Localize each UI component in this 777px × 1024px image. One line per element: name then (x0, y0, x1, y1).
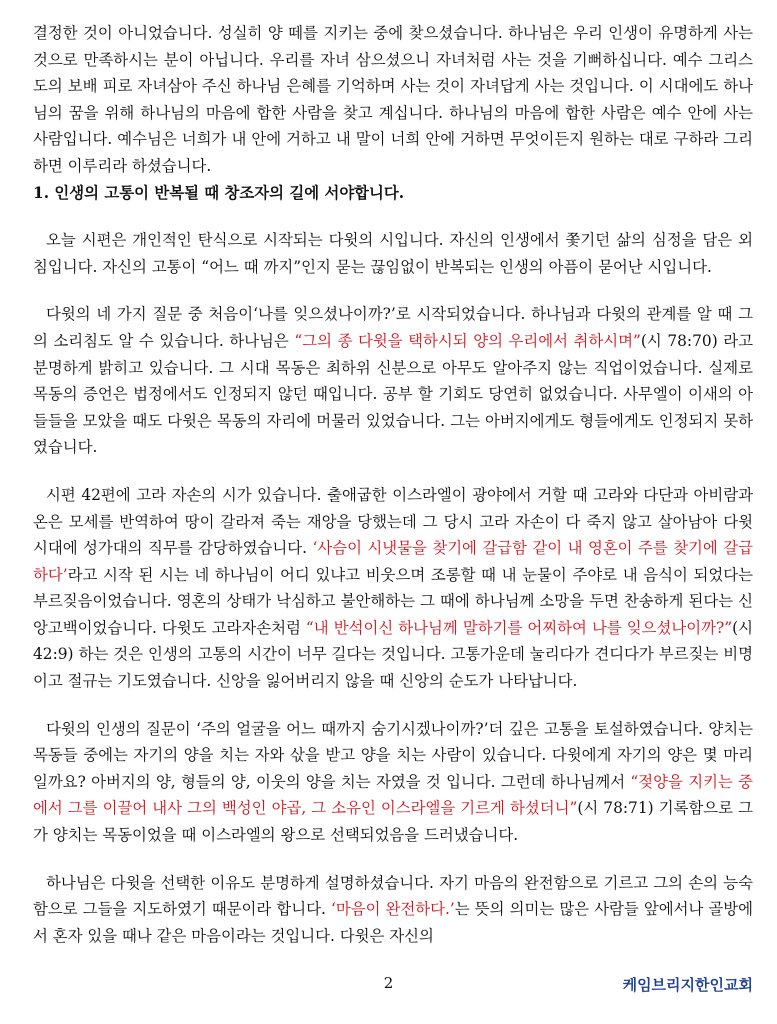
paragraph-2 (33, 301, 753, 461)
scripture-quote-ps78-71: “젖양을 지키는 중에서 그를 이끌어 내사 그의 백성인 야곱, 그 소유인 이스라엘을 기르게 하셨더니” (33, 772, 753, 818)
emphasis-quote: ‘마음이 완전하다.’ (330, 900, 455, 919)
paragraph-4 (33, 716, 753, 849)
paragraph-3-text-b: 라고 시작 된 시는 네 하나님이 어디 있냐고 비웃으며 조롱할 때 내 눈물이 주야로 내 음식이 되었다는 부르짖음이었습니다. 영혼의 상태가 낙심하고 불안해하는 그 때에 하나님께 소망을 두면 찬송하게 된다는 신앙고백이었습니다. 다윗도 고라자손처럼 (33, 565, 753, 637)
scripture-quote-ps42-1: ‘사슴이 시냇물을 찾기에 갈급함 같이 내 영혼이 주를 찾기에 갈급하다’ (33, 539, 753, 584)
paragraph-2-text-a: 다윗의 네 가지 질문 중 처음이‘나를 잊으셨나이까?’로 시작되었습니다. 하나님과 다윗의 관계를 알 때 그의 소리침도 알 수 있습니다. 하나님은 (33, 305, 753, 350)
paragraph-5 (33, 870, 753, 950)
paragraph-5-text-b: 는 뜻의 의미는 많은 사람들 앞에서나 골방에서 혼자 있을 때나 같은 마음이라는 것입니다. 다윗은 자신의 (33, 900, 754, 945)
paragraph-2-text-b: (시 78:70) 라고 분명하게 밝히고 있습니다. 그 시대 목동은 최하위 신분으로 아무도 알아주지 않는 직업이었습니다. 실제로 목동의 증언은 법정에서도 인정되지 않던 때입니다. 공부 할 기회도 당연히 없었습니다. 사무엘이 이새의 아들들을 모았을 때도 다윗은 목동의 자리에 머물러 있었습니다. 그는 아버지에게도 형들에게도 인정되지 못하였습니다. (33, 331, 754, 457)
paragraph-4-text-b: (시 78:71) 기록함으로 그가 양치는 목동이었을 때 이스라엘의 왕으로 선택되었음을 드러냈습니다. (33, 799, 753, 845)
scripture-quote-ps78-70: “그의 종 다윗을 택하시되 양의 우리에서 취하시며” (294, 331, 641, 350)
paragraph-3 (33, 482, 753, 695)
paragraph-4-text-a: 다윗의 인생의 질문이 ‘주의 얼굴을 어느 때까지 숨기시겠나이까?’더 깊은 고통을 토설하였습니다. 양치는 목동들 중에는 자기의 양을 치는 자와 삯을 받고 양을 치는 사람이 있습니다. 다윗에게 자기의 양은 몇 마리일까요? 아버지의 양, 형들의 양, 이웃의 양을 치는 자였을 것 입니다. 그런데 하나님께서 (33, 719, 753, 791)
paragraph-1: 오늘 시편은 개인적인 탄식으로 시작되는 다윗의 시입니다. 자신의 인생에서 쫓기던 삶의 심정을 담은 외침입니다. 자신의 고통이 “어느 때 까지”인지 묻는 끊임없이 반복되는 인생의 아픔이 묻어난 시입니다. (33, 231, 753, 276)
intro-paragraph: 결정한 것이 아니었습니다. 성실히 양 떼를 지키는 중에 찾으셨습니다. 하나님은 우리 인생이 유명하게 사는 것으로 만족하시는 분이 아닙니다. 우리를 자녀 삼으셨으니 자녀처럼 사는 것을 기뻐하십니다. 예수 그리스도의 보배 피로 자녀삼아 주신 하나님 은혜를 기억하며 사는 것이 자녀답게 사는 것입니다. 이 시대에도 하나님의 꿈을 위해 하나님의 마음에 합한 사람을 찾고 계십니다. 하나님의 마음에 합한 사람은 예수 안에 사는 사람입니다. 예수님은 너희가 내 안에 거하고 내 말이 너희 안에 거하면 무엇이든지 원하는 대로 구하라 그리하면 이루리라 하셨습니다. (33, 24, 753, 175)
page-number: 2 (383, 974, 394, 992)
paragraph-3-text-c: (시 42:9) 하는 것은 인생의 고통의 시간이 너무 길다는 것입니다. 고통가운데 눌리다가 견디다가 부르짖는 비명이고 절규는 기도였습니다. 신앙을 잃어버리지 않을 때 신앙의 순도가 나타납니다. (33, 618, 753, 691)
church-name: 케임브리지한인교회 (622, 976, 753, 994)
scripture-quote-ps42-9: “내 반석이신 하나님께 말하기를 어찌하여 나를 잊으셨나이까?” (305, 618, 733, 637)
paragraph-3-text-a: 시편 42편에 고라 자손의 시가 있습니다. 출애굽한 이스라엘이 광야에서 거할 때 고라와 다단과 아비람과 온은 모세를 반역하여 땅이 갈라져 죽는 재앙을 당했는데 그 당시 고라 자손이 다 죽지 않고 살아남아 다윗 시대에 성가대의 직무를 감당하였습니다. (33, 485, 753, 558)
section-heading: 1. 인생의 고통이 반복될 때 창조자의 길에 서야합니다. (33, 183, 405, 202)
paragraph-5-text-a: 하나님은 다윗을 선택한 이유도 분명하게 설명하셨습니다. 자기 마음의 완전함으로 기르고 그의 손의 능숙함으로 그들을 지도하였기 때문이라 합니다. (33, 873, 753, 919)
